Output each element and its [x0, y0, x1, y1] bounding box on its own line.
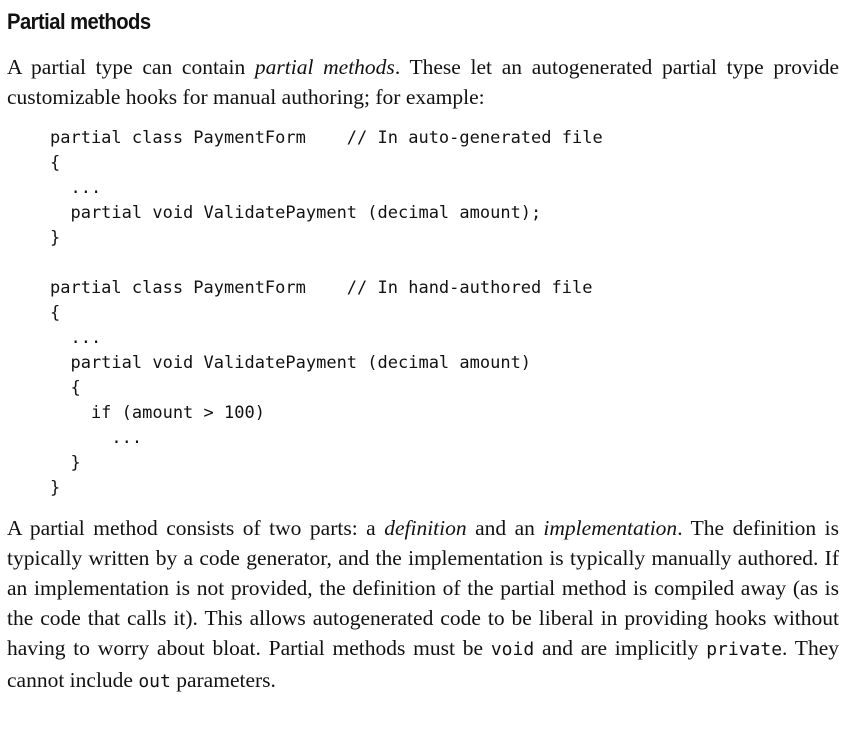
inline-code-out: out	[138, 671, 171, 692]
code-line: ...	[50, 178, 102, 198]
term-implementation: implementation	[543, 516, 678, 540]
section-heading: Partial methods	[7, 9, 151, 34]
body-text-6: parameters.	[170, 668, 276, 692]
code-line: {	[50, 303, 61, 323]
code-line: partial class PaymentForm // In auto-generated file	[50, 128, 603, 148]
code-line: partial void ValidatePayment (decimal amount)	[50, 353, 532, 373]
body-text-1: A partial method consists of two parts: a	[7, 516, 385, 540]
intro-text-2: . These let an autogenerated partial type provide customizable hooks for manual authoring; for example:	[7, 55, 839, 109]
code-line: ...	[50, 428, 143, 448]
inline-code-private: private	[706, 639, 783, 660]
code-line: ...	[50, 328, 102, 348]
intro-text-1: A partial type can contain	[7, 55, 255, 79]
term-definition: definition	[384, 516, 467, 540]
code-line: partial class PaymentForm // In hand-authored file	[50, 278, 593, 298]
body-text-2: and an	[466, 516, 544, 540]
code-line: if (amount > 100)	[50, 403, 265, 423]
code-line: }	[50, 478, 61, 498]
body-text-3: . The definition is typically written by a code generator, and the implementation is typically manually authored. If an implementation is not provided, the definition of the partial method is compiled away (as is the code that calls it). This allows autogenerated code to be liberal in providing hooks without having to worry about bloat. Partial methods must be	[7, 516, 839, 660]
body-paragraph	[7, 513, 839, 697]
code-line: {	[50, 378, 81, 398]
body-text-5: . They cannot include	[7, 636, 839, 692]
code-line: partial void ValidatePayment (decimal amount);	[50, 203, 542, 223]
inline-code-void: void	[490, 639, 535, 660]
page	[7, 0, 839, 697]
code-line: {	[50, 153, 61, 173]
code-line: }	[50, 453, 81, 473]
code-block	[50, 126, 839, 501]
code-line: }	[50, 228, 61, 248]
intro-paragraph	[7, 52, 839, 112]
body-text-4: and are implicitly	[534, 636, 707, 660]
intro-term-partial-methods: partial methods	[254, 55, 395, 79]
code-line	[50, 251, 839, 276]
